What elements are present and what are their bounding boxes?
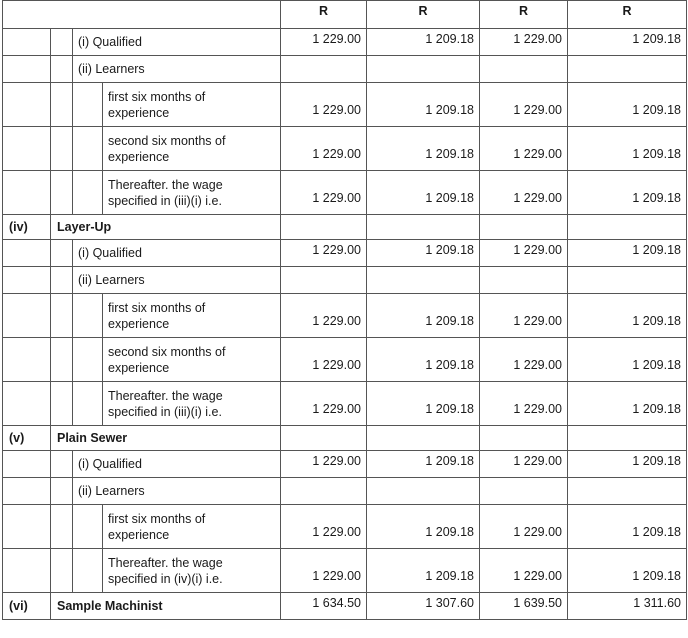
- value-cell: 1 229.00: [480, 83, 568, 127]
- learner-description: [103, 294, 281, 338]
- qualified-label: (i) Qualified: [73, 29, 281, 56]
- blank-cell: [73, 294, 103, 338]
- value-cell: 1 229.00: [480, 382, 568, 426]
- value-cell: 1 209.18: [568, 294, 687, 338]
- qualified-row: [3, 451, 687, 478]
- blank-cell: [73, 338, 103, 382]
- empty-cell: [480, 426, 568, 451]
- learner-row: [3, 382, 687, 426]
- value-cell: 1 229.00: [281, 549, 367, 593]
- learner-description: [103, 83, 281, 127]
- empty-cell: [480, 267, 568, 294]
- value-cell: 1 209.18: [367, 451, 480, 478]
- qualified-row: [3, 29, 687, 56]
- qualified-label: (i) Qualified: [73, 240, 281, 267]
- empty-cell: [367, 267, 480, 294]
- final-row: [3, 593, 687, 620]
- learner-row: [3, 549, 687, 593]
- description-line: second six months of: [108, 344, 226, 359]
- blank-cell: [3, 83, 51, 127]
- empty-cell: [367, 56, 480, 83]
- blank-cell: [51, 83, 73, 127]
- blank-cell: [51, 451, 73, 478]
- learner-description: [103, 382, 281, 426]
- blank-cell: [3, 240, 51, 267]
- learner-row: [3, 171, 687, 215]
- blank-cell: [51, 478, 73, 505]
- learners-row: [3, 56, 687, 83]
- section-title: Plain Sewer: [51, 426, 281, 451]
- learner-description: [103, 127, 281, 171]
- section-code: (v): [3, 426, 51, 451]
- description-line: specified in (iv)(i) i.e.: [108, 571, 223, 586]
- header-row: [3, 1, 687, 29]
- value-cell: 1 229.00: [480, 338, 568, 382]
- blank-cell: [3, 505, 51, 549]
- description-line: specified in (iii)(i) i.e.: [108, 193, 222, 208]
- value-cell: 1 229.00: [281, 240, 367, 267]
- blank-cell: [3, 171, 51, 215]
- value-cell: 1 209.18: [367, 83, 480, 127]
- learner-description: [103, 171, 281, 215]
- learners-row: [3, 478, 687, 505]
- empty-cell: [281, 215, 367, 240]
- blank-cell: [3, 549, 51, 593]
- description-line: Thereafter. the wage: [108, 177, 223, 192]
- learner-description: [103, 338, 281, 382]
- value-cell: 1 229.00: [480, 171, 568, 215]
- description-line: Thereafter. the wage: [108, 388, 223, 403]
- blank-cell: [3, 267, 51, 294]
- value-cell: 1 229.00: [281, 171, 367, 215]
- value-cell: 1 209.18: [568, 171, 687, 215]
- blank-cell: [73, 127, 103, 171]
- empty-cell: [281, 56, 367, 83]
- value-cell: 1 229.00: [480, 127, 568, 171]
- blank-cell: [73, 83, 103, 127]
- blank-cell: [51, 240, 73, 267]
- blank-cell: [3, 338, 51, 382]
- blank-cell: [3, 478, 51, 505]
- blank-cell: [51, 29, 73, 56]
- learner-description: [103, 549, 281, 593]
- value-cell: 1 229.00: [480, 29, 568, 56]
- value-cell: 1 209.18: [367, 29, 480, 56]
- description-line: specified in (iii)(i) i.e.: [108, 404, 222, 419]
- table-body: [3, 1, 687, 620]
- value-cell: 1 229.00: [480, 240, 568, 267]
- blank-cell: [51, 56, 73, 83]
- value-cell: 1 229.00: [281, 29, 367, 56]
- header-blank-cell: [3, 1, 281, 29]
- blank-cell: [51, 382, 73, 426]
- value-cell: 1 229.00: [480, 294, 568, 338]
- currency-header: R: [367, 1, 480, 29]
- blank-cell: [73, 171, 103, 215]
- qualified-label: (i) Qualified: [73, 451, 281, 478]
- value-cell: 1 209.18: [568, 83, 687, 127]
- description-line: experience: [108, 105, 170, 120]
- empty-cell: [568, 478, 687, 505]
- empty-cell: [568, 267, 687, 294]
- learners-label: (ii) Learners: [73, 56, 281, 83]
- value-cell: 1 229.00: [281, 83, 367, 127]
- learners-label: (ii) Learners: [73, 478, 281, 505]
- empty-cell: [568, 56, 687, 83]
- value-cell: 1 634.50: [281, 593, 367, 620]
- learner-row: [3, 505, 687, 549]
- description-line: second six months of: [108, 133, 226, 148]
- section-title: Sample Machinist: [51, 593, 281, 620]
- blank-cell: [51, 338, 73, 382]
- value-cell: 1 209.18: [568, 29, 687, 56]
- currency-header: R: [568, 1, 687, 29]
- value-cell: 1 229.00: [281, 294, 367, 338]
- section-title: Layer-Up: [51, 215, 281, 240]
- learner-row: [3, 294, 687, 338]
- value-cell: 1 229.00: [480, 451, 568, 478]
- learners-label: (ii) Learners: [73, 267, 281, 294]
- value-cell: 1 209.18: [568, 505, 687, 549]
- value-cell: 1 209.18: [367, 127, 480, 171]
- blank-cell: [3, 127, 51, 171]
- value-cell: 1 209.18: [568, 451, 687, 478]
- empty-cell: [568, 426, 687, 451]
- blank-cell: [51, 294, 73, 338]
- empty-cell: [367, 426, 480, 451]
- description-line: first six months of: [108, 89, 206, 104]
- value-cell: 1 229.00: [480, 549, 568, 593]
- description-line: experience: [108, 316, 170, 331]
- blank-cell: [51, 549, 73, 593]
- value-cell: 1 209.18: [568, 549, 687, 593]
- blank-cell: [3, 294, 51, 338]
- section-code: (iv): [3, 215, 51, 240]
- blank-cell: [51, 127, 73, 171]
- value-cell: 1 209.18: [367, 294, 480, 338]
- value-cell: 1 229.00: [281, 451, 367, 478]
- empty-cell: [367, 478, 480, 505]
- blank-cell: [3, 29, 51, 56]
- value-cell: 1 209.18: [568, 382, 687, 426]
- empty-cell: [480, 215, 568, 240]
- blank-cell: [3, 382, 51, 426]
- blank-cell: [73, 549, 103, 593]
- value-cell: 1 639.50: [480, 593, 568, 620]
- value-cell: 1 311.60: [568, 593, 687, 620]
- section-title-row: [3, 215, 687, 240]
- learner-row: [3, 127, 687, 171]
- blank-cell: [73, 382, 103, 426]
- value-cell: 1 209.18: [367, 338, 480, 382]
- value-cell: 1 209.18: [367, 505, 480, 549]
- wage-table: [2, 0, 687, 620]
- value-cell: 1 229.00: [281, 127, 367, 171]
- section-code: (vi): [3, 593, 51, 620]
- currency-header: R: [480, 1, 568, 29]
- value-cell: 1 229.00: [480, 505, 568, 549]
- empty-cell: [568, 215, 687, 240]
- empty-cell: [367, 215, 480, 240]
- currency-header: R: [281, 1, 367, 29]
- learner-description: [103, 505, 281, 549]
- blank-cell: [51, 267, 73, 294]
- value-cell: 1 229.00: [281, 505, 367, 549]
- empty-cell: [281, 426, 367, 451]
- blank-cell: [51, 505, 73, 549]
- learner-row: [3, 338, 687, 382]
- value-cell: 1 209.18: [367, 382, 480, 426]
- value-cell: 1 209.18: [568, 127, 687, 171]
- blank-cell: [51, 171, 73, 215]
- empty-cell: [281, 267, 367, 294]
- value-cell: 1 209.18: [367, 171, 480, 215]
- description-line: first six months of: [108, 300, 206, 315]
- blank-cell: [3, 451, 51, 478]
- value-cell: 1 209.18: [367, 549, 480, 593]
- value-cell: 1 307.60: [367, 593, 480, 620]
- blank-cell: [3, 56, 51, 83]
- description-line: experience: [108, 149, 170, 164]
- qualified-row: [3, 240, 687, 267]
- value-cell: 1 209.18: [568, 240, 687, 267]
- section-title-row: [3, 426, 687, 451]
- value-cell: 1 209.18: [367, 240, 480, 267]
- value-cell: 1 229.00: [281, 382, 367, 426]
- empty-cell: [281, 478, 367, 505]
- empty-cell: [480, 478, 568, 505]
- description-line: first six months of: [108, 511, 206, 526]
- description-line: experience: [108, 527, 170, 542]
- description-line: experience: [108, 360, 170, 375]
- learners-row: [3, 267, 687, 294]
- blank-cell: [73, 505, 103, 549]
- learner-row: [3, 83, 687, 127]
- description-line: Thereafter. the wage: [108, 555, 223, 570]
- value-cell: 1 229.00: [281, 338, 367, 382]
- empty-cell: [480, 56, 568, 83]
- value-cell: 1 209.18: [568, 338, 687, 382]
